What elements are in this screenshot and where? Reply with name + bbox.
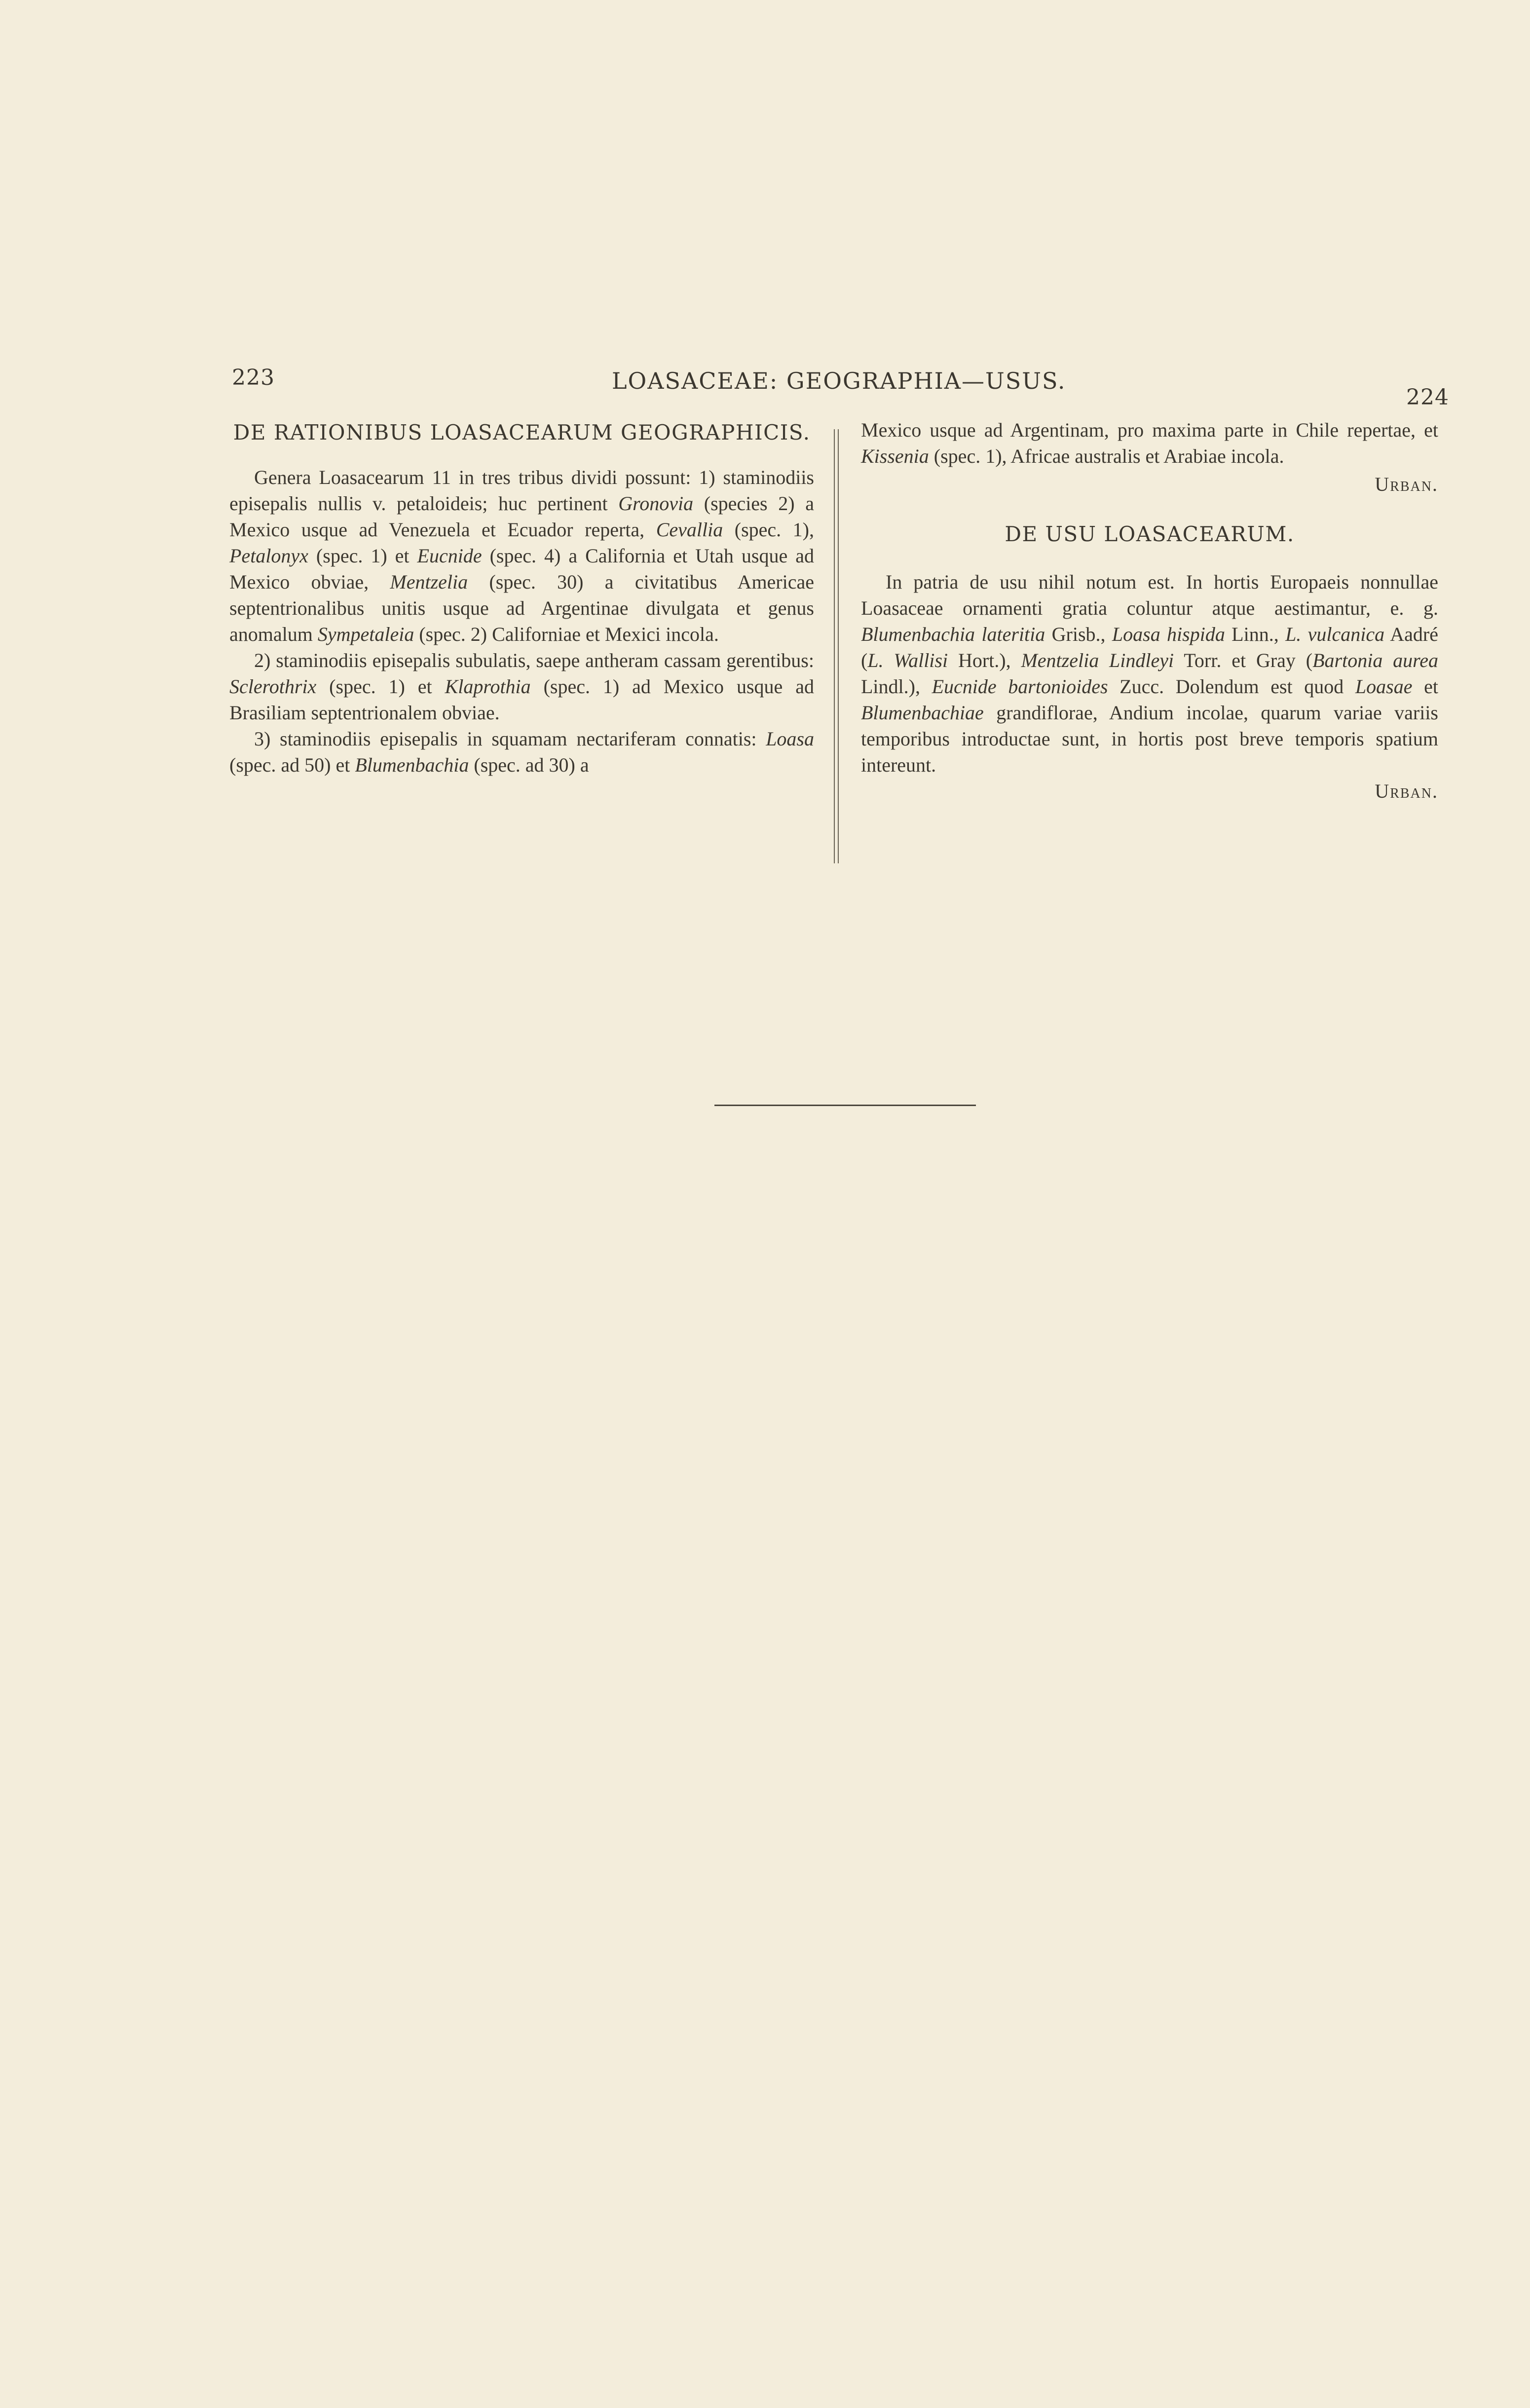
- text-run: 2) staminodiis episepalis subulatis, saepe antheram cassam gerentibus:: [254, 649, 814, 671]
- genus-name: Loasa: [766, 728, 814, 750]
- text-run: In patria de usu nihil notum est. In hortis Europaeis nonnullae Loasaceae ornamenti gratia coluntur atque aestimantur, e. g.: [861, 571, 1438, 619]
- text-run: (spec. 1),: [723, 519, 814, 541]
- text-run: Linn.,: [1225, 623, 1286, 645]
- text-run: (spec. 1) ad Mexico usque ad Brasiliam septentrionalem obviae.: [229, 675, 814, 724]
- genus-name: Klaprothia: [445, 675, 531, 698]
- right-column: [861, 417, 1438, 804]
- text-run: Hort.),: [948, 649, 1021, 671]
- text-run: (spec. ad 30) a: [469, 754, 589, 776]
- paragraph-uses: [861, 569, 1438, 778]
- page-number-right: 224: [1406, 385, 1449, 410]
- species-name: Eucnide bartonioides: [932, 675, 1108, 698]
- column-rule-left: [834, 429, 835, 863]
- paragraph-continuation: [861, 417, 1438, 469]
- species-name: L. Wallisi: [867, 649, 948, 671]
- text-run: Aadré (: [861, 623, 1438, 671]
- text-run: Zucc. Dolendum est quod: [1108, 675, 1355, 698]
- genus-name: Blumenbachia: [355, 754, 469, 776]
- genus-name: Loasae: [1355, 675, 1413, 698]
- text-run: (spec. 30) a civitatibus Americae septentrionalibus unitis usque ad Argentinae divulgata et genus anomalum: [229, 571, 815, 645]
- species-name: Bartonia aurea: [1312, 649, 1439, 671]
- genus-name: Kissenia: [861, 445, 929, 467]
- paragraph-tribe-1: [229, 464, 814, 647]
- text-run: grandiflorae, Andium incolae, quarum variae variis temporibus introductae sunt, in hortis post breve temporis spatium intereunt.: [861, 702, 1438, 776]
- genus-name: Blumenbachiae: [861, 702, 984, 724]
- genus-name: Mentzelia: [390, 571, 468, 593]
- text-run: et: [1412, 675, 1438, 698]
- text-run: Lindl.),: [861, 675, 932, 698]
- author-signature: Urban.: [1375, 780, 1438, 802]
- text-run: (spec. ad 50) et: [229, 754, 355, 776]
- genus-name: Petalonyx: [229, 545, 308, 567]
- text-run: Genera Loasacearum 11 in tres tribus dividi possunt: 1) staminodiis episepalis nullis v. petaloideis; huc pertinent: [229, 466, 814, 515]
- text-run: (spec. 4) a California et Utah usque ad Mexico obviae,: [229, 545, 814, 593]
- left-column: [229, 419, 814, 778]
- genus-name: Sclerothrix: [229, 675, 317, 698]
- section-end-rule: [714, 1105, 976, 1106]
- text-run: Mexico usque ad Argentinam, pro maxima parte in Chile repertae, et: [861, 419, 1438, 441]
- species-name: Blumenbachia lateritia: [861, 623, 1045, 645]
- column-rule-right: [838, 429, 839, 863]
- text-run: (spec. 1) et: [316, 675, 445, 698]
- paragraph-tribe-3: [229, 726, 814, 778]
- text-run: 3) staminodiis episepalis in squamam nectariferam connatis:: [254, 728, 766, 750]
- species-name: Loasa hispida: [1112, 623, 1225, 645]
- text-run: (species 2) a Mexico usque ad Venezuela et Ecuador reperta,: [229, 492, 815, 541]
- text-run: Grisb.,: [1045, 623, 1112, 645]
- genus-name: Cevallia: [656, 519, 723, 541]
- author-signature: Urban.: [1375, 473, 1438, 495]
- text-run: Torr. et Gray (: [1174, 649, 1313, 671]
- species-name: L. vulcanica: [1285, 623, 1385, 645]
- text-run: (spec. 1) et: [308, 545, 417, 567]
- page-number-left: 223: [232, 365, 275, 390]
- text-run: (spec. 1), Africae australis et Arabiae incola.: [929, 445, 1284, 467]
- running-head: LOASACEAE: GEOGRAPHIA—USUS.: [612, 368, 1066, 394]
- paragraph-tribe-2: [229, 647, 814, 726]
- genus-name: Gronovia: [618, 492, 694, 515]
- section-heading-geography: DE RATIONIBUS LOASACEARUM GEOGRAPHICIS.: [233, 420, 811, 445]
- section-heading-uses: DE USU LOASACEARUM.: [1005, 522, 1295, 546]
- text-run: (spec. 2) Californiae et Mexici incola.: [414, 623, 719, 645]
- species-name: Mentzelia Lindleyi: [1021, 649, 1174, 671]
- genus-name: Sympetaleia: [317, 623, 414, 645]
- genus-name: Eucnide: [417, 545, 482, 567]
